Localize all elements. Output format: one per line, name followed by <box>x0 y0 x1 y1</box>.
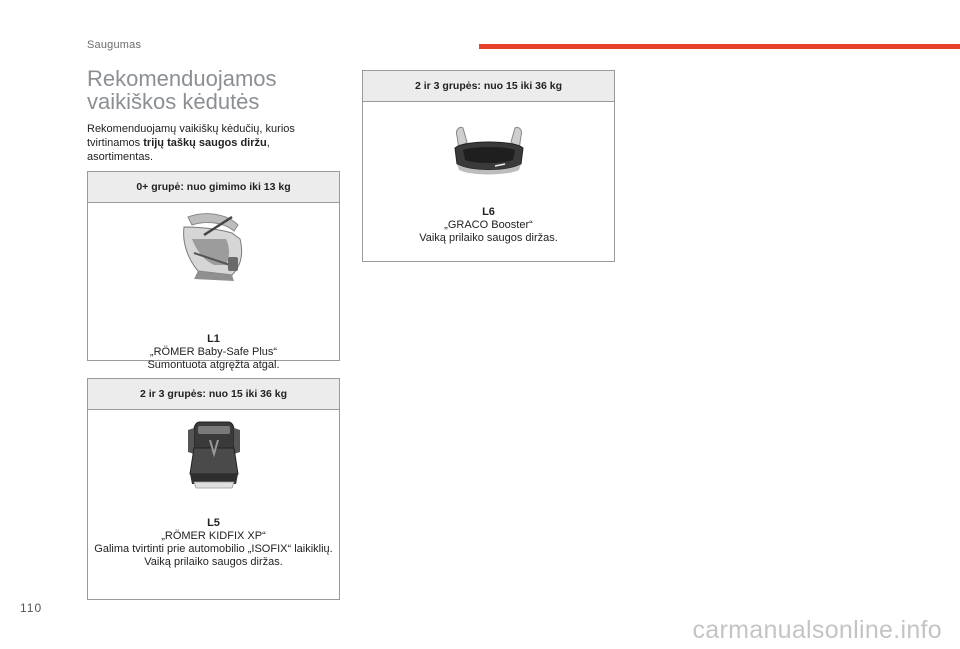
section-label: Saugumas <box>87 39 142 51</box>
seat-code: L1 <box>207 333 220 345</box>
intro-text-start: Rekomenduojamų vaikiškų kėdučių, kurios tvirtinamos <box>87 123 295 149</box>
title-line-2: vaikiškos kėdutės <box>87 89 260 114</box>
page-title <box>87 67 337 113</box>
booster-cushion-image <box>363 102 614 180</box>
card-description <box>363 180 614 245</box>
seat-model-name: „RÖMER KIDFIX XP“ <box>161 530 266 542</box>
card-description <box>88 494 339 569</box>
seat-model-name: „GRACO Booster“ <box>444 219 533 231</box>
seat-install-note: Sumontuota atgręžta atgal. <box>147 359 280 371</box>
seat-card-l6 <box>362 70 615 262</box>
accent-bar <box>479 44 960 49</box>
booster-highback-image <box>88 410 339 494</box>
intro-text-end: , asortimentas. <box>87 137 270 163</box>
seat-belt-note: Vaiką prilaiko saugos diržas. <box>419 232 558 244</box>
highback-booster-icon <box>184 418 244 492</box>
infant-carrier-icon <box>174 209 254 285</box>
card-group-header: 2 ir 3 grupės: nuo 15 iki 36 kg <box>88 379 339 410</box>
infant-carrier-image <box>88 203 339 289</box>
seat-model-name: „RÖMER Baby-Safe Plus“ <box>149 346 278 358</box>
booster-cushion-icon <box>449 120 529 176</box>
seat-belt-note: Vaiką prilaiko saugos diržas. <box>144 556 283 568</box>
seat-code: L5 <box>207 517 220 529</box>
title-line-1: Rekomenduojamos <box>87 66 277 91</box>
seat-card-l1 <box>87 171 340 371</box>
watermark: carmanualsonline.info <box>692 616 942 644</box>
card-group-header: 2 ir 3 grupės: nuo 15 iki 36 kg <box>363 71 614 102</box>
seat-card-l5 <box>87 378 340 600</box>
seat-install-note: Galima tvirtinti prie automobilio „ISOFIX“ laikiklių. <box>94 543 333 555</box>
intro-paragraph <box>87 122 337 164</box>
intro-text-bold: trijų taškų saugos diržu <box>143 137 267 149</box>
page-number: 110 <box>20 601 43 615</box>
seat-code: L6 <box>482 206 495 218</box>
card-group-header: 0+ grupė: nuo gimimo iki 13 kg <box>88 172 339 203</box>
card-description <box>88 289 339 372</box>
